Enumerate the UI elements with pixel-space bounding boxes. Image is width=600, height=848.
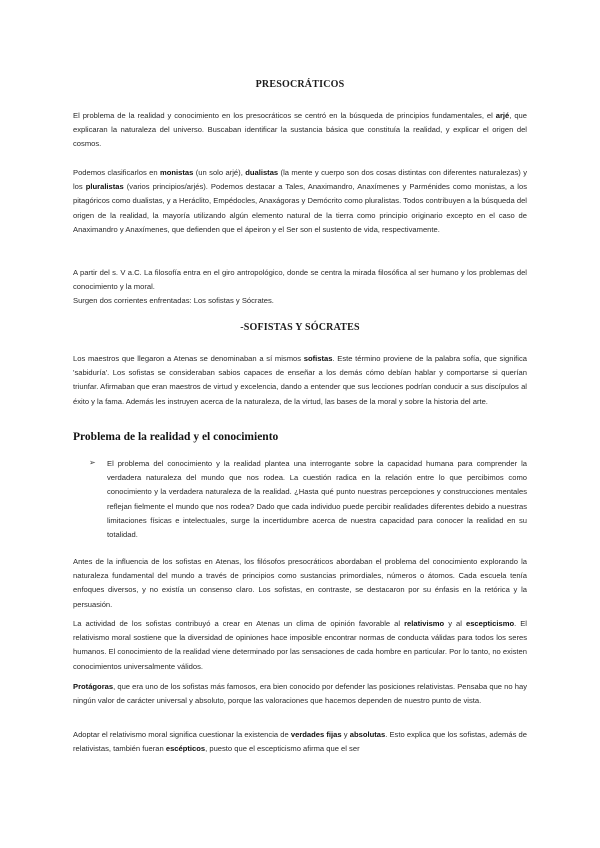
text-run: , que explicaran la naturaleza del universo. Buscaban identificar la sustancia básica que constituía la realidad, y explicar el origen del cosmos.	[73, 111, 527, 149]
bold-term: arjé	[495, 111, 510, 120]
text-run: . Esto explica que los sofistas, además de relativistas, también fueran	[73, 730, 528, 754]
bullet-paragraph-conocimiento	[107, 457, 527, 542]
text-run: La actividad de los sofistas contribuyó a crear en Atenas un clima de opinión favorable al	[73, 619, 405, 628]
bold-term: relativismo	[404, 619, 445, 628]
bold-term: absolutas	[349, 730, 386, 739]
text-run: A partir del s. V a.C. La filosofía entra en el giro antropológico, donde se centra la mirada filosófica al ser humano y los problemas del conocimiento y la moral.	[73, 268, 527, 292]
paragraph-verdades-fijas	[73, 728, 527, 756]
bold-term: sofistas	[303, 354, 333, 363]
paragraph-giro-antropologico	[73, 266, 527, 309]
text-run: (la mente y cuerpo son dos cosas distintas con diferentes naturalezas) y los	[73, 168, 527, 192]
text-run: . Este término proviene de la palabra sofía, que significa 'sabiduría'. Los sofistas se consideraban sabios capaces de enseñar a los demás cómo debían hablar y comportarse si querían triunfar. Afirmaban que eran maestros de virtud y excelencia, dando a entender que sus lecciones podrían conducir a sus discípulos al éxito y la fama. Además les instruyen acerca de la naturaleza, de la virtud, las bases de la moral y sobre la historia del arte.	[73, 354, 527, 406]
title-sofistas-socrates: -SOFISTAS Y SÓCRATES	[240, 322, 360, 333]
text-run: y	[341, 730, 350, 739]
bold-term: escepticismo	[465, 619, 515, 628]
paragraph-presocraticos-conocimiento	[73, 555, 527, 612]
text-run: Los maestros que llegaron a Atenas se denominaban a sí mismos	[73, 354, 304, 363]
text-run: (un solo arjé),	[193, 168, 246, 177]
text-run: Antes de la influencia de los sofistas en Atenas, los filósofos presocráticos abordaban el problema del conocimiento explorando la naturaleza fundamental del mundo a través de principios como sustancias primordiales, números o átomos. Cada escuela tenía enfoques diversos, y no existía un consenso claro. Los sofistas, en contraste, se destacaron por su énfasis en la retórica y la persuasión.	[73, 557, 527, 609]
heading-problema-realidad: Problema de la realidad y el conocimiento	[73, 431, 279, 443]
bold-term: monistas	[160, 168, 194, 177]
paragraph-relativismo	[73, 617, 527, 674]
bold-term: verdades fijas	[290, 730, 342, 739]
text-run: . El relativismo moral sostiene que la diversidad de opiniones hace imposible encontrar normas de conducta válidas para todos los seres humanos. El conocimiento de la realidad viene determinado por las sensaciones de cada hombre en particular. Por lo tanto, no existen conocimientos universalmente válidos.	[73, 619, 527, 671]
text-run: Adoptar el relativismo moral significa cuestionar la existencia de	[73, 730, 291, 739]
title-presocraticos: PRESOCRÁTICOS	[255, 79, 345, 90]
bold-term: pluralistas	[85, 182, 124, 192]
paragraph-arje	[73, 109, 527, 152]
paragraph-sofistas	[73, 352, 527, 409]
bold-term: Protágoras	[73, 682, 114, 691]
text-run: (varios principios/arjés). Podemos destacar a Tales, Anaximandro, Anaxímenes y Parménides como monistas, a los pitagóricos como dualistas, y a Heráclito, Empédocles, Anaxágoras y Demócrito como pluralistas. Todos contribuyen a la búsqueda del origen de la realidad, la mayoría utilizando algún elemento natural de la tierra como principio originario excepto en el caso de Anaximandro y Anaxímenes, que defienden que el ápeiron y el Ser son el sustento de vida, respectivamente.	[73, 182, 527, 234]
bold-term: escépticos	[165, 744, 206, 754]
bold-term: dualistas	[245, 168, 279, 177]
paragraph-clasificacion	[73, 166, 527, 237]
paragraph-protagoras	[73, 680, 527, 708]
bullet-arrow-icon: ➢	[89, 458, 96, 467]
text-run: , que era uno de los sofistas más famosos, era bien conocido por defender las posiciones relativistas. Pensaba que no hay ningún valor de carácter universal y absoluto, porque las valoraciones que hacemos dependen de nuestro punto de vista.	[73, 682, 527, 706]
text-run: El problema del conocimiento y la realidad plantea una interrogante sobre la capacidad humana para comprender la verdadera naturaleza del mundo que nos rodea. La cuestión radica en la relación entre lo que percibimos como conocimiento y la verdadera naturaleza de la realidad. ¿Hasta qué punto nuestras percepciones y construcciones mentales reflejan fielmente el mundo que nos rodea? Dado que cada individuo puede percibir realidades diferentes debido a nuestras limitaciones físicas e intelectuales, surge la incertidumbre acerca de nuestra capacidad para conocer la realidad en su totalidad.	[107, 459, 527, 540]
text-run: , puesto que el escepticismo afirma que el ser	[205, 744, 360, 754]
text-run: Surgen dos corrientes enfrentadas: Los sofistas y Sócrates.	[73, 296, 274, 306]
text-run: Podemos clasificarlos en	[73, 168, 161, 177]
text-run: El problema de la realidad y conocimiento en los presocráticos se centró en la búsqueda de principios fundamentales, el	[73, 111, 496, 120]
text-run: y al	[444, 619, 466, 628]
